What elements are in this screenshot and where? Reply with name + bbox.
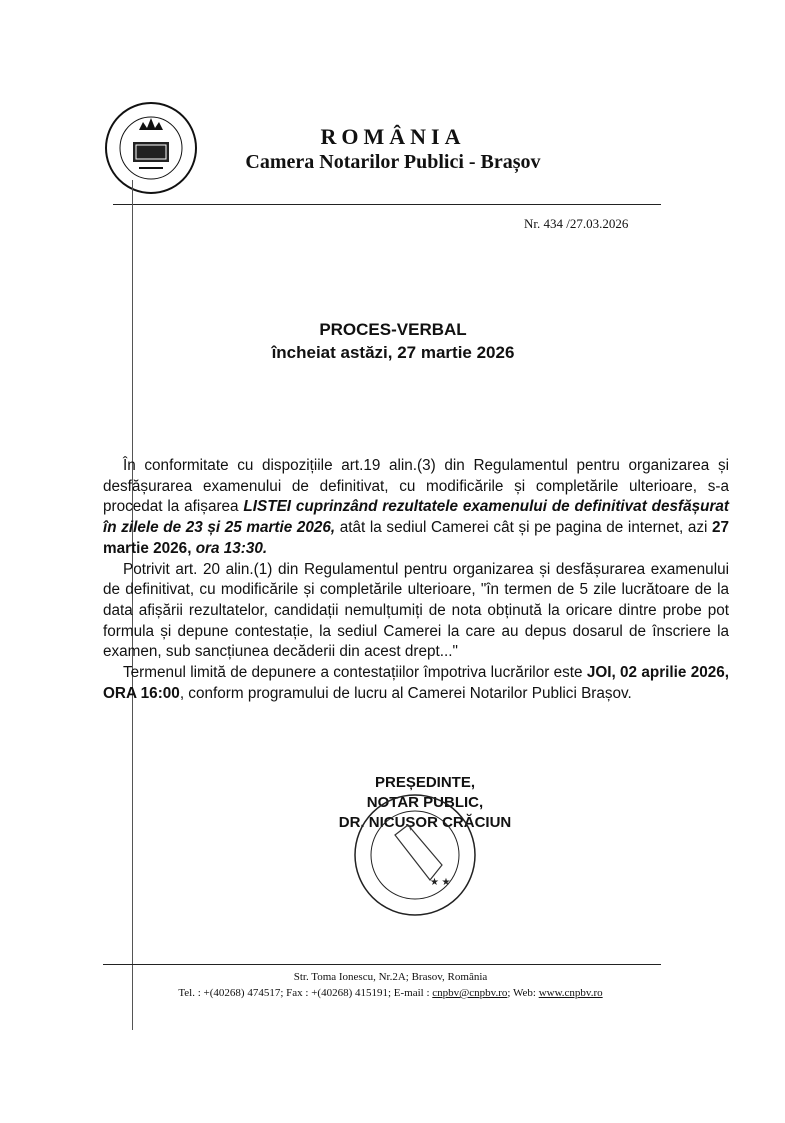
paragraph-text: ora 13:30.	[191, 539, 268, 557]
body-paragraph	[103, 663, 729, 704]
footer-contact	[103, 987, 678, 999]
footer-divider	[103, 964, 661, 965]
email-link[interactable]: cnpbv@cnpbv.ro	[432, 987, 508, 999]
paragraph-text: Termenul limită de depunere a contestațiilor împotriva lucrărilor este	[123, 664, 587, 682]
svg-text:★ ★: ★ ★	[430, 877, 451, 888]
signatory-role: PREȘEDINTE,	[374, 774, 476, 791]
organization-heading: Camera Notarilor Publici - Brașov	[245, 151, 541, 173]
chamber-seal-logo	[103, 100, 199, 196]
document-title: PROCES-VERBAL	[319, 320, 467, 339]
paragraph-text: JOI, 02 aprilie 2026, ORA 16:00	[103, 664, 729, 702]
website-link[interactable]: www.cnpbv.ro	[538, 987, 603, 999]
registration-number: Nr. 434 /27.03.2026	[524, 216, 629, 231]
fax-number: +(40268) 415191	[311, 987, 388, 999]
fax-label: ; Fax :	[280, 987, 312, 999]
header-divider	[113, 204, 661, 205]
official-stamp	[350, 790, 480, 920]
footer-address: Str. Toma Ionescu, Nr.2A; Brasov, România	[293, 971, 488, 983]
email-label: ; E-mail :	[387, 987, 433, 999]
document-subtitle: încheiat astăzi, 27 martie 2026	[271, 343, 515, 362]
paragraph-text: LISTEI cuprinzând rezultatele examenului de definitivat desfășurat în zilele de 23 și 25 martie 2026,	[103, 498, 730, 537]
paragraph-text: În conformitate cu dispozițiile art.19 alin.(3) din Regulamentul pentru organizarea și desfășurarea examenului de definitivat, cu modificările și completările ulterioare, s-a procedat la afișarea	[103, 457, 729, 516]
paragraph-text: 27 martie 2026,	[103, 519, 729, 557]
signatory-name: DR. NICUȘOR CRĂCIUN	[338, 814, 512, 831]
web-label: ; Web:	[507, 987, 539, 999]
paragraph-text: , conform programului de lucru al Camerei Notarilor Publici Brașov.	[179, 684, 632, 702]
body-paragraph	[103, 560, 729, 664]
signatory-title: NOTAR PUBLIC,	[366, 794, 484, 811]
paragraph-text: Potrivit art. 20 alin.(1) din Regulamentul pentru organizarea și desfășurarea examenului de definitivat, cu modificările și completările ulterioare, "în termen de 5 zile lucrătoare de la data afișării rezultatelor, candidații nemulțumiți de nota obținută la oricare dintre probe pot formula și depune contestație, la sediul Camerei la care au depus dosarul de înscriere la examen, sub sancțiunea decăderii din acest drept..."	[103, 560, 729, 661]
country-heading: ROMÂNIA	[320, 124, 466, 149]
body-paragraph	[103, 456, 729, 560]
tel-label: Tel. :	[178, 987, 204, 999]
phone-number: +(40268) 474517	[203, 987, 281, 999]
paragraph-text: atât la sediul Camerei cât și pe pagina de internet, azi	[335, 519, 712, 537]
document-body	[103, 456, 729, 704]
